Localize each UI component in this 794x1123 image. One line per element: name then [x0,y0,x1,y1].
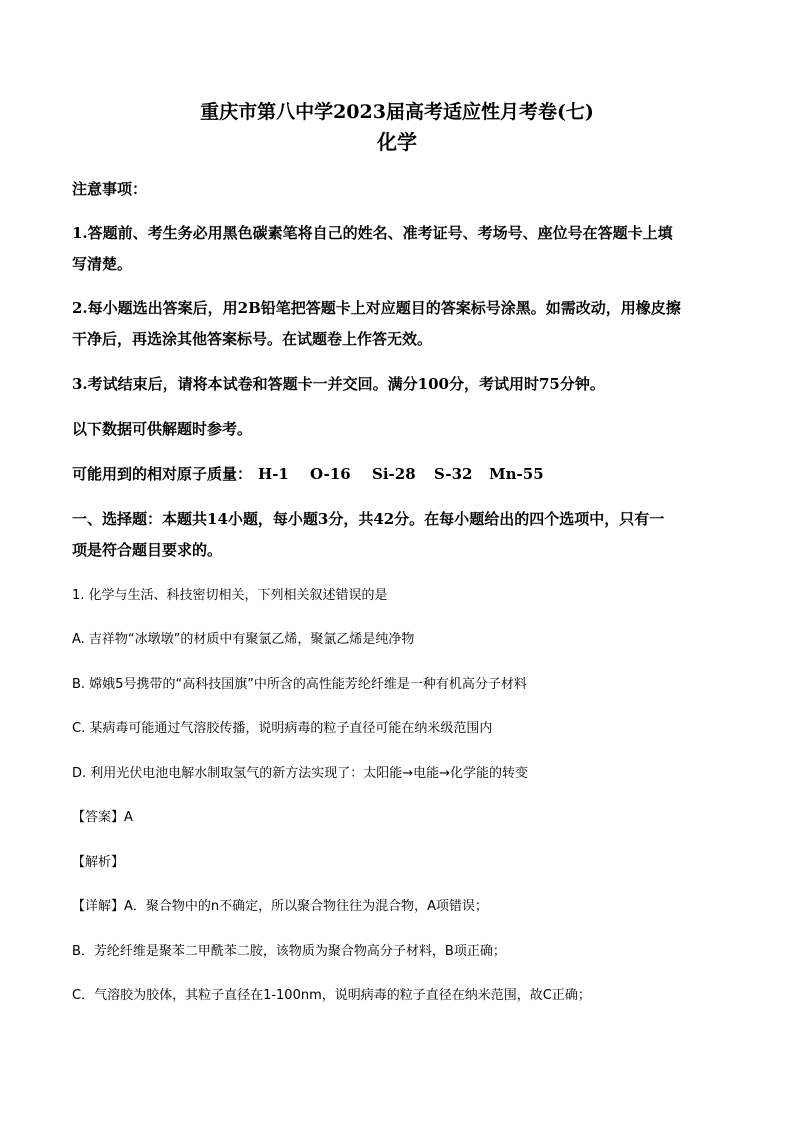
section-heading-line-2: 项是符合题目要求的。 [72,541,223,559]
question-1-stem: 1. 化学与生活、科技密切相关，下列相关叙述错误的是 [72,588,388,603]
atomic-mass-mn: Mn-55 [489,465,544,483]
notice-item-2-cont: 干净后，再选涂其他答案标号。在试题卷上作答无效。 [72,330,433,348]
question-1-option-d: D. 利用光伏电池电解水制取氢气的新方法实现了：太阳能→电能→化学能的转变 [72,766,529,781]
exam-title: 重庆市第八中学2023届高考适应性月考卷(七) [200,101,594,123]
atomic-mass-o: O-16 [310,465,351,483]
detail-line-a: 【详解】A．聚合物中的n不确定，所以聚合物往往为混合物，A项错误； [72,899,489,914]
notice-item-3: 3.考试结束后，请将本试卷和答题卡一并交回。满分100分，考试用时75分钟。 [72,375,605,393]
detail-line-b: B．芳纶纤维是聚苯二甲酰苯二胺，该物质为聚合物高分子材料，B项正确； [72,944,506,959]
notice-heading: 注意事项： [72,180,148,198]
detail-line-c: C．气溶胶为胶体，其粒子直径在1-100nm，说明病毒的粒子直径在纳米范围，故C正确； [72,988,591,1003]
answer-label: 【答案】A [72,810,133,825]
analysis-label: 【解析】 [72,855,125,870]
atomic-mass-s: S-32 [434,465,473,483]
atomic-mass-label: 可能用到的相对原子质量： [72,465,253,483]
notice-item-1-cont: 写清楚。 [72,255,133,273]
subject-title: 化学 [377,130,417,154]
notice-item-1: 1.答题前、考生务必用黑色碳素笔将自己的姓名、准考证号、考场号、座位号在答题卡上填 [72,224,673,242]
section-heading-line-1: 一、选择题：本题共14小题，每小题3分，共42分。在每小题给出的四个选项中，只有一 [72,510,665,528]
notice-item-2: 2.每小题选出答案后，用2B铅笔把答题卡上对应题目的答案标号涂黑。如需改动，用橡皮擦 [72,299,681,317]
atomic-mass-h: H-1 [258,465,289,483]
atomic-mass-si: Si-28 [372,465,416,483]
data-reference: 以下数据可供解题时参考。 [72,420,253,438]
question-1-option-b: B. 嫦娥5号携带的“高科技国旗”中所含的高性能芳纶纤维是一种有机高分子材料 [72,677,527,692]
question-1-option-a: A. 吉祥物“冰墩墩”的材质中有聚氯乙烯，聚氯乙烯是纯净物 [72,632,415,647]
question-1-option-c: C. 某病毒可能通过气溶胶传播，说明病毒的粒子直径可能在纳米级范围内 [72,721,493,736]
atomic-mass-line [72,463,544,484]
